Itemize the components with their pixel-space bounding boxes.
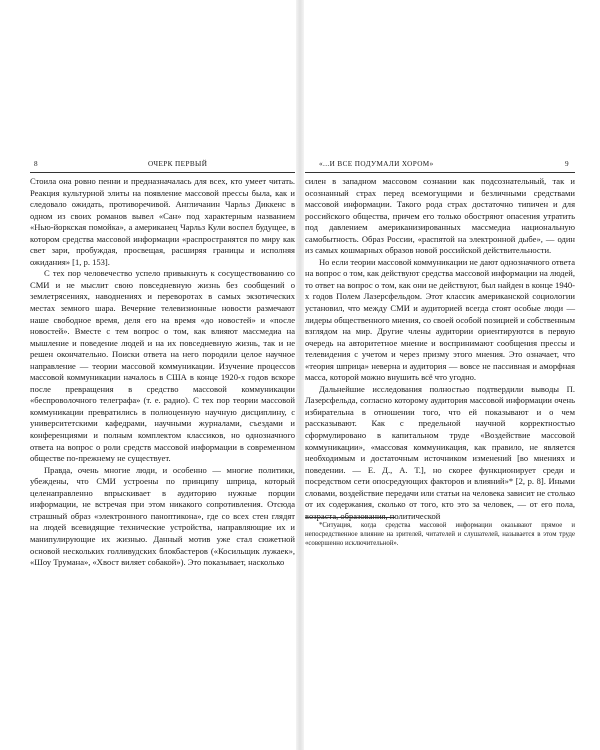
right-running-head: «...И ВСЕ ПОДУМАЛИ ХОРОМ» [319,160,434,168]
right-page-header [305,160,575,173]
left-page [30,0,295,750]
paragraph: С тех пор человечество успело привыкнуть к сосуществованию со СМИ и не мыслит свою повседневную жизнь без сообщений о землетрясениях, наводнениях и переворотах в самых экзотических местах земного шара. Вечерние телевизионные новости размечают наше свободное время, деля его на время «до новостей» и «после новостей». Вместе с тем вопрос о том, как влияют массмедиа на мышление и поведение людей и на их повседневную жизнь, так и не решен окончательно. Поиски ответа на него породили целое научное направление — теории массовой коммуникации. Изучение процессов массовой коммуникации началось в США в конце 1920-х годов вскоре после превращения в средство массовой коммуникации «беспроволочного телеграфа» (т. е. радио). С тех пор теории массовой коммуникации превратились в полноценную научную дисциплину, с университетскими кафедрами, научными журналами, съездами и конференциями и полным комплектом классиков, но однозначного ответа на вопрос о роли средств массовой информации в современном обществе по-прежнему не существует. [30,268,295,464]
paragraph: Но если теории массовой коммуникации не дают однозначного ответа на вопрос о том, как действуют средства массовой информации на людей, то ответ на вопрос о том, как они не действуют, был найден в конце 1940-х годов Полем Лазерсфельдом. Этот классик американской социологии установил, что между СМИ и аудиторией всегда стоят особые люди — лидеры общественного мнения, со своей особой позицией и собственным взглядом на мир. Другие члены аудитории ориентируются в первую очередь на авторитетное мнение и воспринимают сообщения прессы и телевидения с учетом и через призму этого мнения. Это означает, что «теория шприца» неверна и аудитория — вовсе не пассивная и аморфная масса, которой можно внушить всё что угодно. [305,256,575,383]
footnote-rule [305,517,395,518]
paragraph: Правда, очень многие люди, и особенно — многие политики, убеждены, что СМИ устроены по принципу шприца, который целенаправленно впрыскивает в аудиторию нужные порции информации, не встречая при этом никакого сопротивления. Отсюда страшный образ «электронного паноптикона», где со всех стен глядят на людей всевидящие технические устройства, направляющие их и манипулирующие их жизнью. Данный мотив уже стал сюжетной основой нескольких голливудских блокбастеров («Косильщик лужаек», «Шоу Трумана», «Хвост виляет собакой»). Это показывает, насколько [30,464,295,568]
left-page-body [30,176,295,569]
left-page-header [30,160,295,173]
book-gutter [296,0,304,750]
paragraph: Стоила она ровно пенни и предназначалась для всех, кто умеет читать. Реакция культурной элиты на появление массовой прессы была, как и следовало ожидать, противоречивой. Англичанин Чарльз Диккенс в одном из своих романов вывел «Сан» под характерным названием «Нью-йоркская помойка», а американец Чарльз Кули воспел будущее, в котором средства массовой информации «распространятся по миру как свет зари, пробуждая, просвещая, расширяя границы и исполняя ожидания» [1, p. 153]. [30,176,295,267]
right-page-number: 9 [565,160,569,168]
right-page [305,0,575,750]
left-running-head: ОЧЕРК ПЕРВЫЙ [148,160,208,168]
footnote: *Ситуация, когда средства массовой информации оказывают прямое и непосредственное влияние на зрителей, читателей и слушателей, называется в этом труде «совершенно исключительной». [305,522,575,547]
paragraph: силен в западном массовом сознании как подсознательный, так и осознанный страх перед всемогущими и безличными средствами массовой информации. Такого рода страх достаточно типичен и для российского общества, причем его только обостряют опасения утратить под давлением американизированных массмедиа национальную самобытность. Образ России, «распятой на электронной дыбе», — один из самых кошмарных образов новой российской действительности. [305,176,575,256]
left-page-number: 8 [34,160,38,168]
paragraph: Дальнейшие исследования полностью подтвердили выводы П. Лазерсфельда, согласно которому аудитория массовой информации очень избирательна в отношении того, что ей показывают и о чем рассказывают. Как с предельной научной корректностью сформулировано в капитальном труде «Воздействие массовой коммуникации», «массовая коммуникация, как правило, не является необходимым и достаточным источником изменений [во мнениях и поведении. — Е. Д., А. Т.], но скорее функционирует среди и посредством сети опосредующих факторов и влияний»* [2, p. 8]. Иными словами, воздействие передачи или статьи на человека зависит не столько от их содержания, сколько от того, кто это за человек, — от его пола, возраста, образования, политической [305,383,575,521]
right-page-body [305,176,575,522]
